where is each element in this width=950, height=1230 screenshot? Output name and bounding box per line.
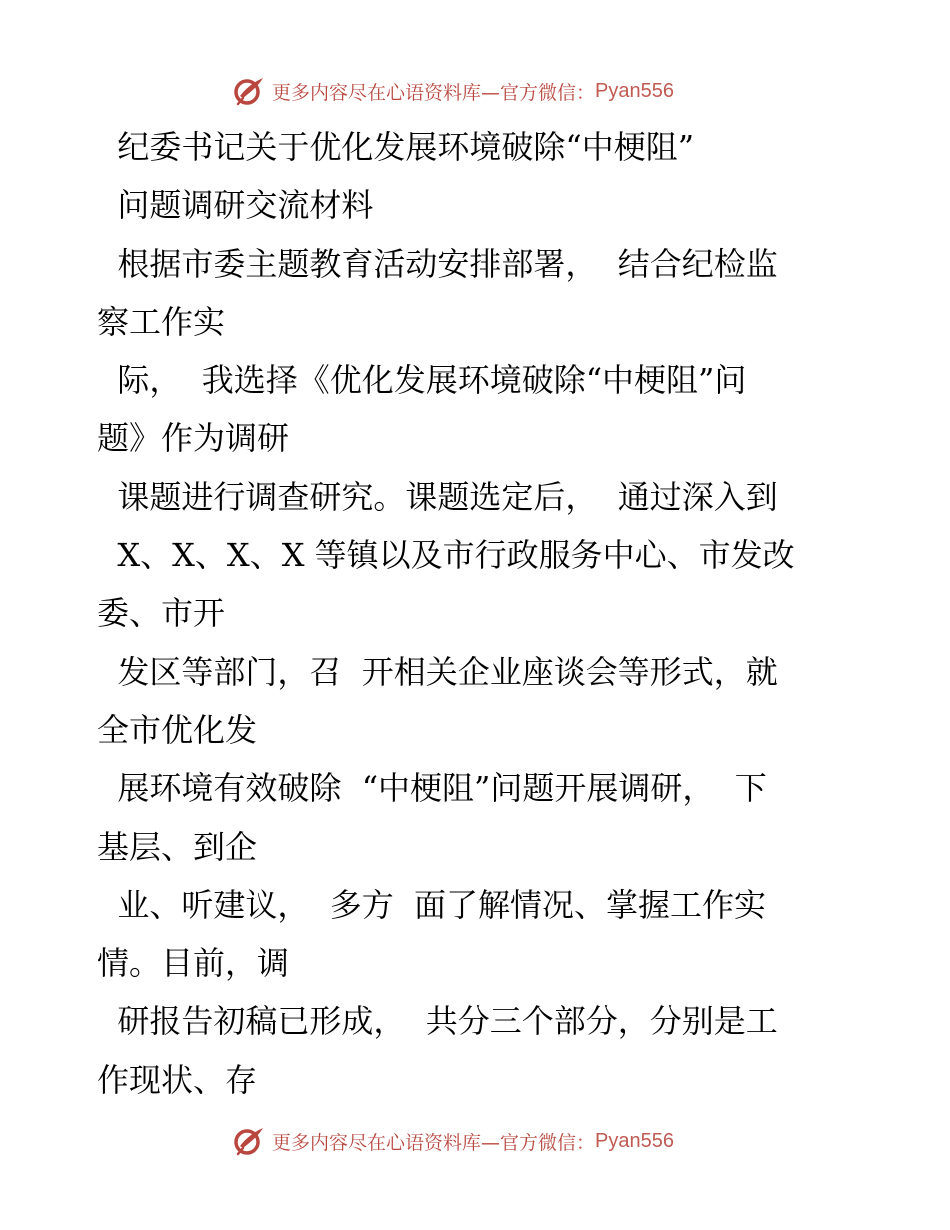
feather-pen-logo-icon — [232, 1124, 266, 1158]
feather-pen-logo-icon — [232, 74, 266, 108]
text-line: 作现状、存 — [97, 1060, 258, 1099]
text-line: 研报告初稿已形成， 共分三个部分，分别是工 — [97, 1002, 778, 1041]
banner-text: 更多内容尽在心语资料库—官方微信： — [272, 1131, 596, 1154]
text-line: 委、市开 — [97, 594, 226, 633]
footer-banner — [232, 1124, 674, 1158]
document-body — [97, 118, 857, 1109]
banner-text: 更多内容尽在心语资料库—官方微信： — [272, 81, 596, 104]
text-line: 察工作实 — [97, 302, 226, 341]
text-line: 纪委书记关于优化发展环境破除“中梗阻” — [97, 128, 695, 166]
text-line: 问题调研交流材料 — [97, 186, 374, 225]
text-line: 情。目前，调 — [97, 944, 290, 983]
text-line: 发区等部门，召 开相关企业座谈会等形式，就 — [97, 652, 778, 691]
text-line: 展环境有效破除 “中梗阻”问题开展调研， 下 — [97, 769, 767, 808]
banner-wechat-id: Pyan556 — [595, 1129, 674, 1152]
text-line: 业、听建议， 多方 面了解情况、掌握工作实 — [97, 885, 767, 924]
text-line: 际， 我选择《优化发展环境破除“中梗阻”问 — [97, 361, 747, 400]
text-line: 全市优化发 — [97, 710, 258, 749]
text-line: 基层、到企 — [97, 827, 258, 866]
header-banner — [232, 74, 674, 108]
text-line: 根据市委主题教育活动安排部署， 结合纪检监 — [97, 244, 778, 283]
text-line: X、X、X、X 等镇以及市行政服务中心、市发改 — [97, 536, 795, 575]
text-line: 课题进行调查研究。课题选定后， 通过深入到 — [97, 477, 778, 516]
banner-wechat-id: Pyan556 — [595, 79, 674, 102]
text-line: 题》作为调研 — [97, 419, 290, 458]
